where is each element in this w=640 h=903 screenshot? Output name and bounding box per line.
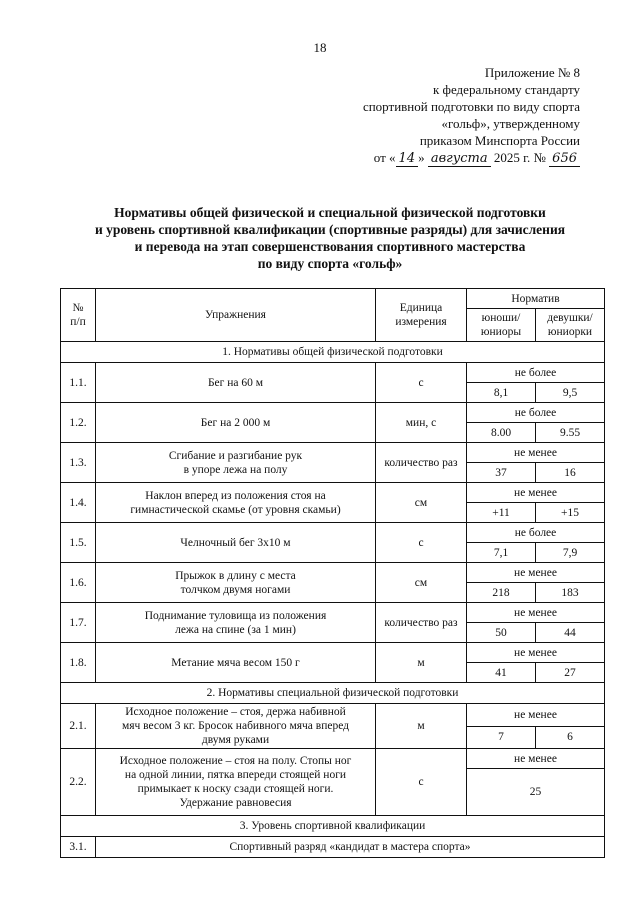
row-number: 1.2.	[61, 403, 96, 443]
exercise-name: Челночный бег 3х10 м	[96, 523, 376, 563]
norm-condition: не менее	[467, 443, 605, 463]
norm-value-girls: 27	[536, 663, 605, 683]
norm-value-girls: 9,5	[536, 383, 605, 403]
table-row	[61, 704, 605, 727]
exercise-name: Исходное положение – стоя, держа набивной мяч весом 3 кг. Бросок набивного мяча вперед двумя руками	[96, 704, 376, 749]
norm-value-both: 25	[467, 769, 605, 816]
title-line: по виду спорта «гольф»	[257, 256, 403, 271]
exercise-name: Поднимание туловища из положения лежа на спине (за 1 мин)	[96, 603, 376, 643]
unit: см	[376, 563, 467, 603]
norm-value-girls: 9.55	[536, 423, 605, 443]
unit: количество раз	[376, 443, 467, 483]
header-girls: девушки/ юниорки	[536, 309, 605, 342]
norm-condition: не менее	[467, 704, 605, 727]
exercise-name: Бег на 2 000 м	[96, 403, 376, 443]
exercise-name: Бег на 60 м	[96, 363, 376, 403]
unit: с	[376, 749, 467, 816]
exercise-name: Метание мяча весом 150 г	[96, 643, 376, 683]
norm-condition: не более	[467, 523, 605, 543]
appendix-line: приказом Минспорта России	[419, 133, 580, 148]
document-title	[60, 204, 600, 272]
table-row	[61, 483, 605, 503]
table-row	[61, 363, 605, 383]
table-row	[61, 603, 605, 623]
exercise-name: Наклон вперед из положения стоя на гимнастической скамье (от уровня скамьи)	[96, 483, 376, 523]
appendix-block	[340, 64, 580, 167]
norm-condition: не менее	[467, 749, 605, 769]
norm-value-boys: 8.00	[467, 423, 536, 443]
header-norm: Норматив	[467, 289, 605, 309]
norm-condition: не более	[467, 403, 605, 423]
row-number: 2.1.	[61, 704, 96, 749]
order-date-line	[340, 149, 580, 167]
table-row	[61, 837, 605, 858]
norm-value-girls: +15	[536, 503, 605, 523]
header-boys: юноши/ юниоры	[467, 309, 536, 342]
norm-value-girls: 7,9	[536, 543, 605, 563]
table-row	[61, 523, 605, 543]
header-num: № п/п	[61, 289, 96, 342]
norm-value-boys: 50	[467, 623, 536, 643]
date-mid: »	[418, 150, 425, 165]
title-line: Нормативы общей физической и специальной физической подготовки	[114, 205, 546, 220]
norm-value-boys: 41	[467, 663, 536, 683]
unit: м	[376, 704, 467, 749]
row-number: 1.8.	[61, 643, 96, 683]
unit: мин, с	[376, 403, 467, 443]
appendix-line: спортивной подготовки по виду спорта	[362, 99, 580, 114]
handwritten-day: 14	[396, 152, 419, 167]
row-number: 1.7.	[61, 603, 96, 643]
header-exercise: Упражнения	[96, 289, 376, 342]
row-number: 3.1.	[61, 837, 96, 858]
exercise-name: Прыжок в длину с места толчком двумя ногами	[96, 563, 376, 603]
row-number: 1.4.	[61, 483, 96, 523]
table-row	[61, 749, 605, 769]
unit: м	[376, 643, 467, 683]
table-row	[61, 443, 605, 463]
row-number: 1.6.	[61, 563, 96, 603]
unit: с	[376, 523, 467, 563]
row-number: 1.3.	[61, 443, 96, 483]
norm-condition: не менее	[467, 483, 605, 503]
title-line: и уровень спортивной квалификации (спортивные разряды) для зачисления	[94, 222, 566, 237]
row-number: 2.2.	[61, 749, 96, 816]
norm-value-boys: 218	[467, 583, 536, 603]
unit: с	[376, 363, 467, 403]
norm-condition: не менее	[467, 643, 605, 663]
appendix-line: «гольф», утвержденному	[441, 116, 580, 131]
norm-value-boys: +11	[467, 503, 536, 523]
date-year: 2025 г. №	[493, 150, 546, 165]
norm-value-girls: 6	[536, 726, 605, 749]
norm-value-girls: 16	[536, 463, 605, 483]
norm-condition: не менее	[467, 563, 605, 583]
row-number: 1.5.	[61, 523, 96, 563]
norm-value-girls: 183	[536, 583, 605, 603]
section-header: 3. Уровень спортивной квалификации	[61, 816, 605, 837]
norm-value-boys: 37	[467, 463, 536, 483]
exercise-name: Сгибание и разгибание рук в упоре лежа на полу	[96, 443, 376, 483]
page-number: 18	[313, 40, 327, 55]
handwritten-month: августа	[428, 152, 491, 167]
norm-value-boys: 7,1	[467, 543, 536, 563]
norms-table	[60, 288, 605, 858]
table-row	[61, 563, 605, 583]
row-number: 1.1.	[61, 363, 96, 403]
norm-value-boys: 8,1	[467, 383, 536, 403]
section-header: 1. Нормативы общей физической подготовки	[61, 342, 605, 363]
qualification-text: Спортивный разряд «кандидат в мастера спорта»	[96, 837, 605, 858]
title-line: и перевода на этап совершенствования спортивного мастерства	[134, 239, 526, 254]
table-row	[61, 403, 605, 423]
date-prefix: от «	[373, 150, 396, 165]
header-unit: Единица измерения	[376, 289, 467, 342]
norm-condition: не более	[467, 363, 605, 383]
section-header: 2. Нормативы специальной физической подготовки	[61, 683, 605, 704]
norm-value-boys: 7	[467, 726, 536, 749]
unit: количество раз	[376, 603, 467, 643]
norm-value-girls: 44	[536, 623, 605, 643]
table-row	[61, 643, 605, 663]
appendix-line: к федеральному стандарту	[432, 82, 580, 97]
handwritten-order-number: 656	[549, 152, 580, 167]
exercise-name: Исходное положение – стоя на полу. Стопы ног на одной линии, пятка впереди стоящей ноги примыкает к носку сзади стоящей ноги. Удержание равновесия	[96, 749, 376, 816]
appendix-title: Приложение № 8	[484, 65, 580, 80]
norm-condition: не менее	[467, 603, 605, 623]
unit: см	[376, 483, 467, 523]
table-body	[61, 342, 605, 858]
